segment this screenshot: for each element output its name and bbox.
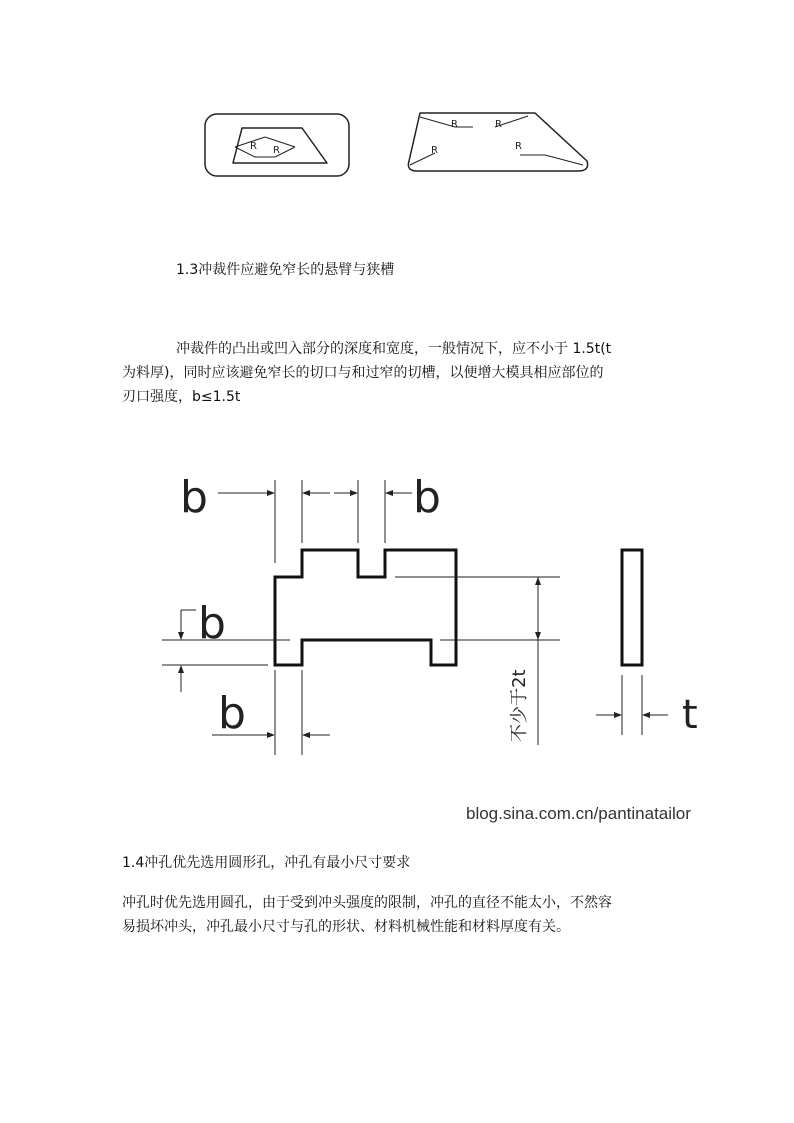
inner-trapezoid [233, 128, 327, 163]
paragraph-line: 冲裁件的凸出或凹入部分的深度和宽度，一般情况下，应不小于 1.5t(t [176, 341, 612, 357]
dimension-label-t: t [682, 692, 698, 738]
paragraph-line: 冲孔时优先选用圆孔，由于受到冲头强度的限制，冲孔的直径不能太小，不然容 [122, 895, 612, 911]
cantilever-slot-figure [150, 460, 730, 760]
dimension-label-b: b [198, 598, 226, 649]
section-paragraph-1-4 [122, 891, 682, 939]
corner-radius-figure [195, 105, 605, 185]
dimension-label-vertical: 不少于2t [509, 669, 530, 742]
radius-label: R [515, 141, 522, 152]
dimension-label-b: b [180, 472, 208, 523]
thickness-view [622, 550, 642, 665]
dimension-label-b: b [218, 688, 246, 739]
paragraph-line: 刃口强度，b≤1.5t [122, 389, 241, 405]
section-heading-1-3: 1.3冲裁件应避免窄长的悬臂与狭槽 [176, 262, 395, 278]
paragraph-line: 为料厚)，同时应该避免窄长的切口与和过窄的切槽，以便增大模具相应部位的 [122, 365, 604, 381]
section-paragraph-1-3 [122, 337, 682, 409]
paragraph-line: 易损坏冲头，冲孔最小尺寸与孔的形状、材料机械性能和材料厚度有关。 [122, 919, 570, 935]
watermark: blog.sina.com.cn/pantinatailor [466, 804, 691, 823]
radius-label: R [431, 145, 438, 156]
dimension-label-b: b [413, 472, 441, 523]
radius-label: R [451, 119, 458, 130]
part-outline [275, 550, 456, 665]
section-heading-1-4: 1.4冲孔优先选用圆形孔，冲孔有最小尺寸要求 [122, 855, 411, 871]
radius-label: R [495, 119, 502, 130]
radius-label: R [273, 145, 280, 156]
radius-label: R [250, 141, 257, 152]
